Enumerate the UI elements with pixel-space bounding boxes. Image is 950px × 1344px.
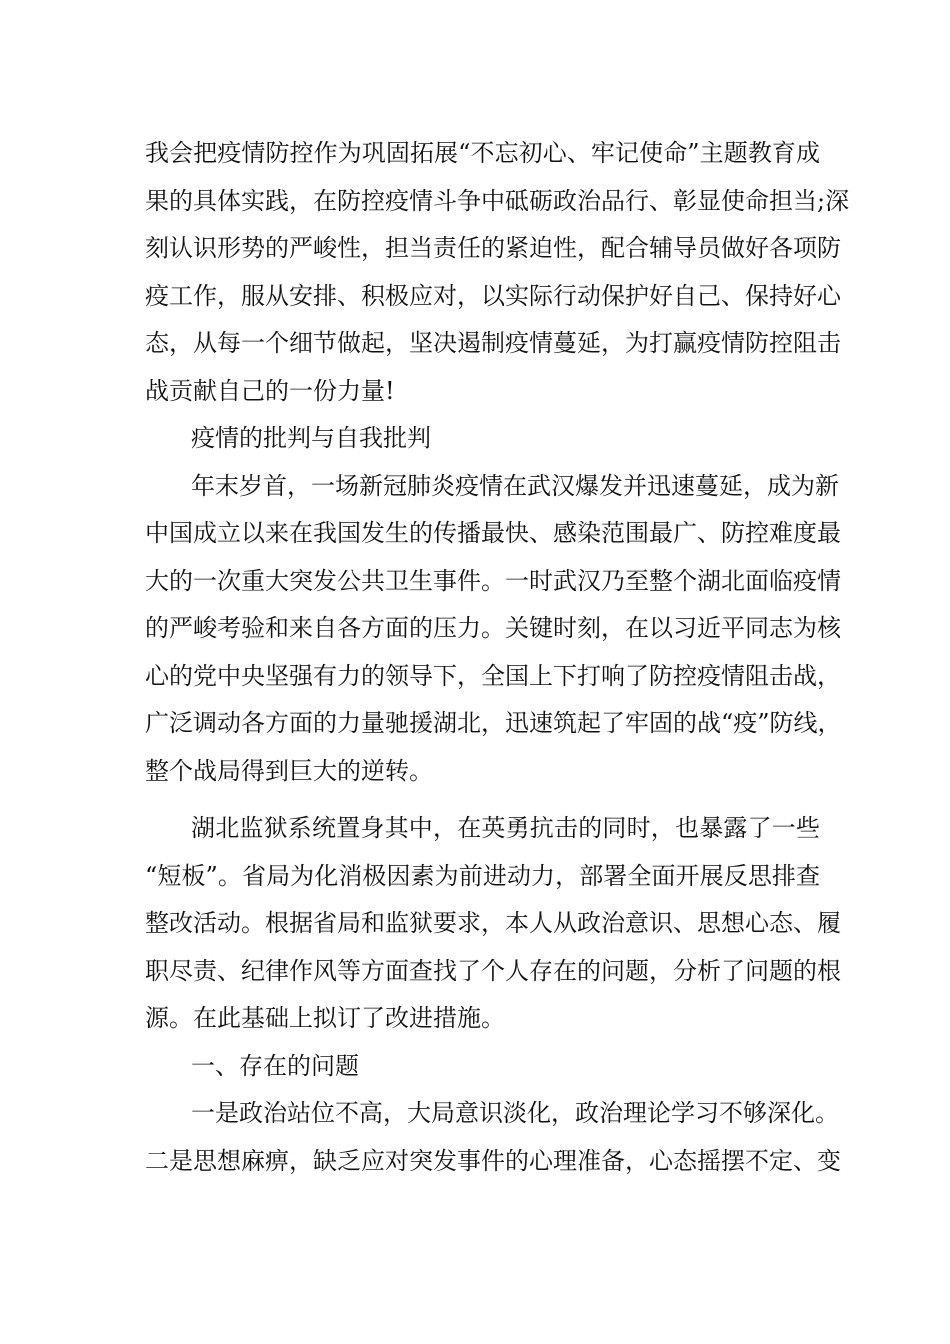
text-line: 一是政治站位不高，大局意识淡化，政治理论学习不够深化。: [191, 1099, 839, 1127]
text-line: 刻认识形势的严峻性，担当责任的紧迫性，配合辅导员做好各项防: [145, 234, 841, 262]
paragraph-4: [145, 1090, 841, 1185]
text-line: 整改活动。根据省局和监狱要求，本人从政治意识、思想心态、履: [145, 909, 841, 937]
section-title-problems: 一、存在的问题: [191, 1051, 359, 1080]
paragraph-1: [145, 130, 850, 415]
text-line: 疫工作，服从安排、积极应对，以实际行动保护好自己、保持好心: [145, 281, 841, 310]
text-line: 二是思想麻痹，缺乏应对突发事件的心理准备，心态摇摆不定、变: [145, 1146, 841, 1175]
text-line: 源。在此基础上拟订了改进措施。: [145, 1004, 505, 1032]
text-line: 大的一次重大突发公共卫生事件。一时武汉乃至整个湖北面临疫情: [145, 566, 841, 595]
text-line: 心的党中央坚强有力的领导下，全国上下打响了防控疫情阻击战，: [145, 661, 841, 690]
text-line: 果的具体实践，在防控疫情斗争中砥砺政治品行、彰显使命担当;深: [145, 186, 850, 215]
section-heading: 疫情的批判与自我批判: [191, 424, 431, 452]
text-line: 的严峻考验和来自各方面的压力。关键时刻，在以习近平同志为核: [145, 614, 841, 642]
text-line: 态，从每一个细节做起，坚决遏制疫情蔓延，为打赢疫情防控阻击: [145, 329, 841, 357]
text-line: 我会把疫情防控作为巩固拓展“不忘初心、牢记使命”主题教育成: [145, 139, 820, 167]
document-body: [145, 130, 850, 1185]
text-line: 职尽责、纪律作风等方面查找了个人存在的问题，分析了问题的根: [145, 956, 841, 985]
text-line: 整个战局得到巨大的逆转。: [145, 756, 433, 785]
text-line: 湖北监狱系统置身其中，在英勇抗击的同时，也暴露了一些: [191, 814, 820, 842]
text-line: “短板”。省局为化消极因素为前进动力，部署全面开展反思排查: [145, 861, 820, 890]
text-line: 战贡献自己的一份力量!: [145, 376, 395, 405]
paragraph-3: [145, 805, 841, 1043]
paragraph-2: [145, 463, 842, 796]
text-line: 广泛调动各方面的力量驰援湖北，迅速筑起了牢固的战“疫”防线，: [145, 709, 842, 737]
text-line: 中国成立以来在我国发生的传播最快、感染范围最广、防控难度最: [145, 519, 841, 547]
text-line: 年末岁首，一场新冠肺炎疫情在武汉爆发并迅速蔓延，成为新: [191, 471, 839, 500]
